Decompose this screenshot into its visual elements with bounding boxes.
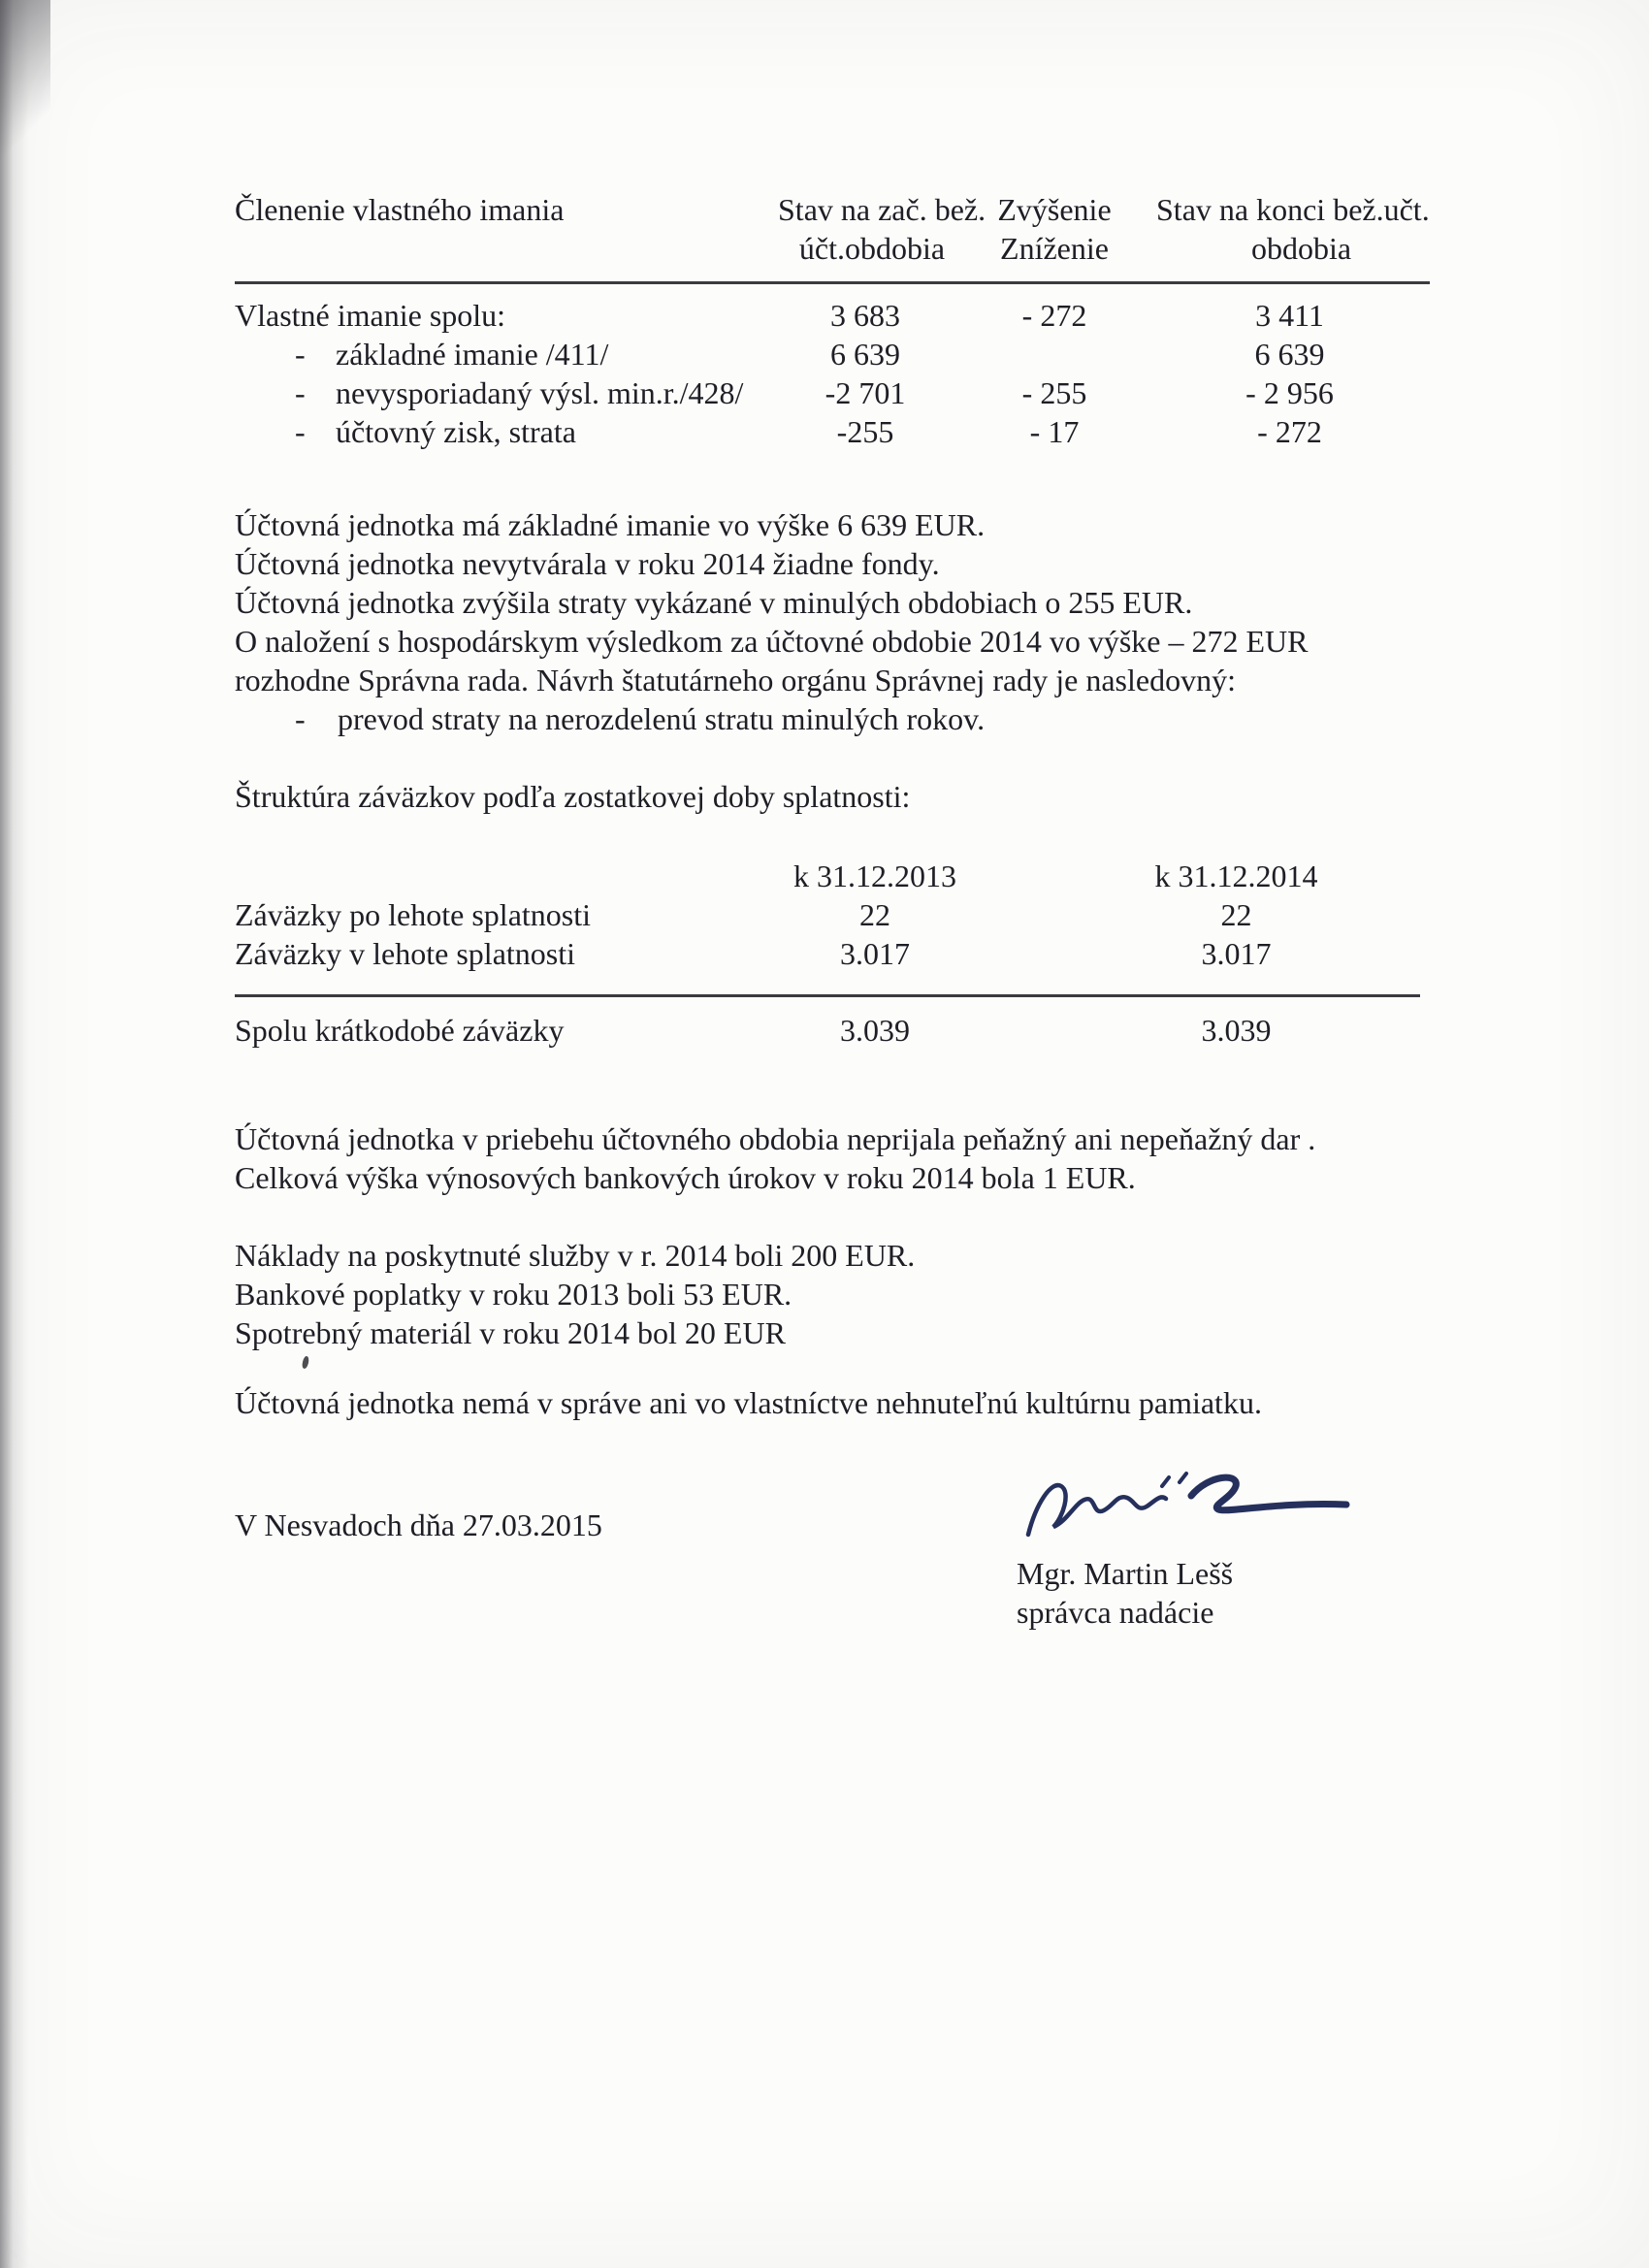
table-cell: - 17 <box>1029 414 1080 449</box>
liabilities-total-row <box>235 1011 1430 1050</box>
equity-table-body <box>235 296 1430 451</box>
notes-block-donations <box>235 1119 1430 1197</box>
table-row-label: Vlastné imanie spolu: <box>235 298 506 333</box>
table-cell: -2 701 <box>824 375 906 410</box>
scan-left-edge-artifact <box>0 0 29 2268</box>
liabilities-col-2013-header: k 31.12.2013 <box>793 859 956 893</box>
note-line: Účtovná jednotka v priebehu účtovného obdobia neprijala peňažný ani nepeňažný dar . <box>235 1121 1316 1156</box>
table-row-label: - účtovný zisk, strata <box>295 414 576 449</box>
signature-stroke-main <box>1028 1485 1166 1535</box>
note-monument: Účtovná jednotka nemá v správe ani vo vlastníctve nehnuteľnú kultúrnu pamiatku. <box>235 1385 1262 1420</box>
liabilities-col-2014-header: k 31.12.2014 <box>1154 859 1318 893</box>
equity-col-label-header: Členenie vlastného imania <box>235 192 565 227</box>
table-row-label: - základné imanie /411/ <box>295 337 609 372</box>
table-cell: 3.039 <box>1201 1013 1272 1048</box>
note-line: Účtovná jednotka zvýšila straty vykázané v minulých obdobiach o 255 EUR. <box>235 585 1193 620</box>
place-and-date: V Nesvadoch dňa 27.03.2015 <box>235 1507 602 1542</box>
table-cell: 6 639 <box>830 337 900 372</box>
table-cell: - 255 <box>1021 375 1087 410</box>
scan-corner-artifact <box>0 0 50 165</box>
equity-col-start-header: Stav na zač. bež. účt.obdobia <box>778 192 986 266</box>
table-cell: 3.017 <box>1201 936 1272 971</box>
table-cell: - 2 956 <box>1245 375 1334 410</box>
table-cell: 22 <box>1220 897 1252 932</box>
equity-col-end-header: Stav na konci bež.učt. obdobia <box>1156 192 1430 266</box>
note-line: Spotrebný materiál v roku 2014 bol 20 EUR <box>235 1315 786 1350</box>
table-row-label: Spolu krátkodobé záväzky <box>235 1013 565 1048</box>
table-cell <box>953 335 1156 373</box>
equity-table-header <box>235 190 1430 284</box>
bullet-item: - prevod straty na nerozdelenú stratu minulých rokov. <box>295 701 986 736</box>
signer-role: správca nadácie <box>1017 1595 1214 1630</box>
table-cell: 6 639 <box>1254 337 1325 372</box>
notes-block-equity <box>235 505 1430 738</box>
handwritten-signature <box>1017 1465 1366 1558</box>
liabilities-heading: Štruktúra záväzkov podľa zostatkovej doby splatnosti: <box>235 779 911 814</box>
table-cell: - 272 <box>1021 298 1087 333</box>
notes-block-costs <box>235 1236 1430 1352</box>
table-cell: 3.017 <box>840 936 910 971</box>
table-cell: 22 <box>859 897 890 932</box>
signer-name: Mgr. Martin Lešš <box>1017 1556 1234 1591</box>
note-line: Účtovná jednotka nevytvárala v roku 2014 žiadne fondy. <box>235 546 940 581</box>
note-line: Celková výška výnosových bankových úrokov v roku 2014 bola 1 EUR. <box>235 1160 1136 1195</box>
signature-stroke-diacritics <box>1162 1474 1186 1486</box>
note-line: Bankové poplatky v roku 2013 boli 53 EUR. <box>235 1277 792 1312</box>
note-line: O naložení s hospodárskym výsledkom za účtovné obdobie 2014 vo výške – 272 EUR rozhodne Správna rada. Návrh štatutárneho orgánu Správnej rady je nasledovný: <box>235 624 1309 697</box>
signature-stroke-flourish <box>1191 1477 1346 1510</box>
table-row-label: - nevysporiadaný výsl. min.r./428/ <box>295 375 744 410</box>
empty-cell <box>235 857 700 895</box>
equity-col-change-header: Zvýšenie Zníženie <box>997 192 1112 266</box>
signature-block <box>1017 1465 1385 1632</box>
document-content <box>235 190 1430 1678</box>
signature-area <box>235 1465 1430 1678</box>
table-row-label: Záväzky v lehote splatnosti <box>235 936 576 971</box>
note-line: Účtovná jednotka má základné imanie vo výške 6 639 EUR. <box>235 507 986 542</box>
note-line: Náklady na poskytnuté služby v r. 2014 boli 200 EUR. <box>235 1238 916 1273</box>
table-cell: - 272 <box>1257 414 1322 449</box>
table-cell: -255 <box>836 414 894 449</box>
liabilities-table-header <box>235 857 1430 895</box>
table-cell: 3 411 <box>1255 298 1324 333</box>
table-cell: 3 683 <box>830 298 900 333</box>
table-divider-line <box>235 994 1420 997</box>
liabilities-table-body <box>235 895 1430 973</box>
table-cell: 3.039 <box>840 1013 910 1048</box>
table-row-label: Záväzky po lehote splatnosti <box>235 897 592 932</box>
